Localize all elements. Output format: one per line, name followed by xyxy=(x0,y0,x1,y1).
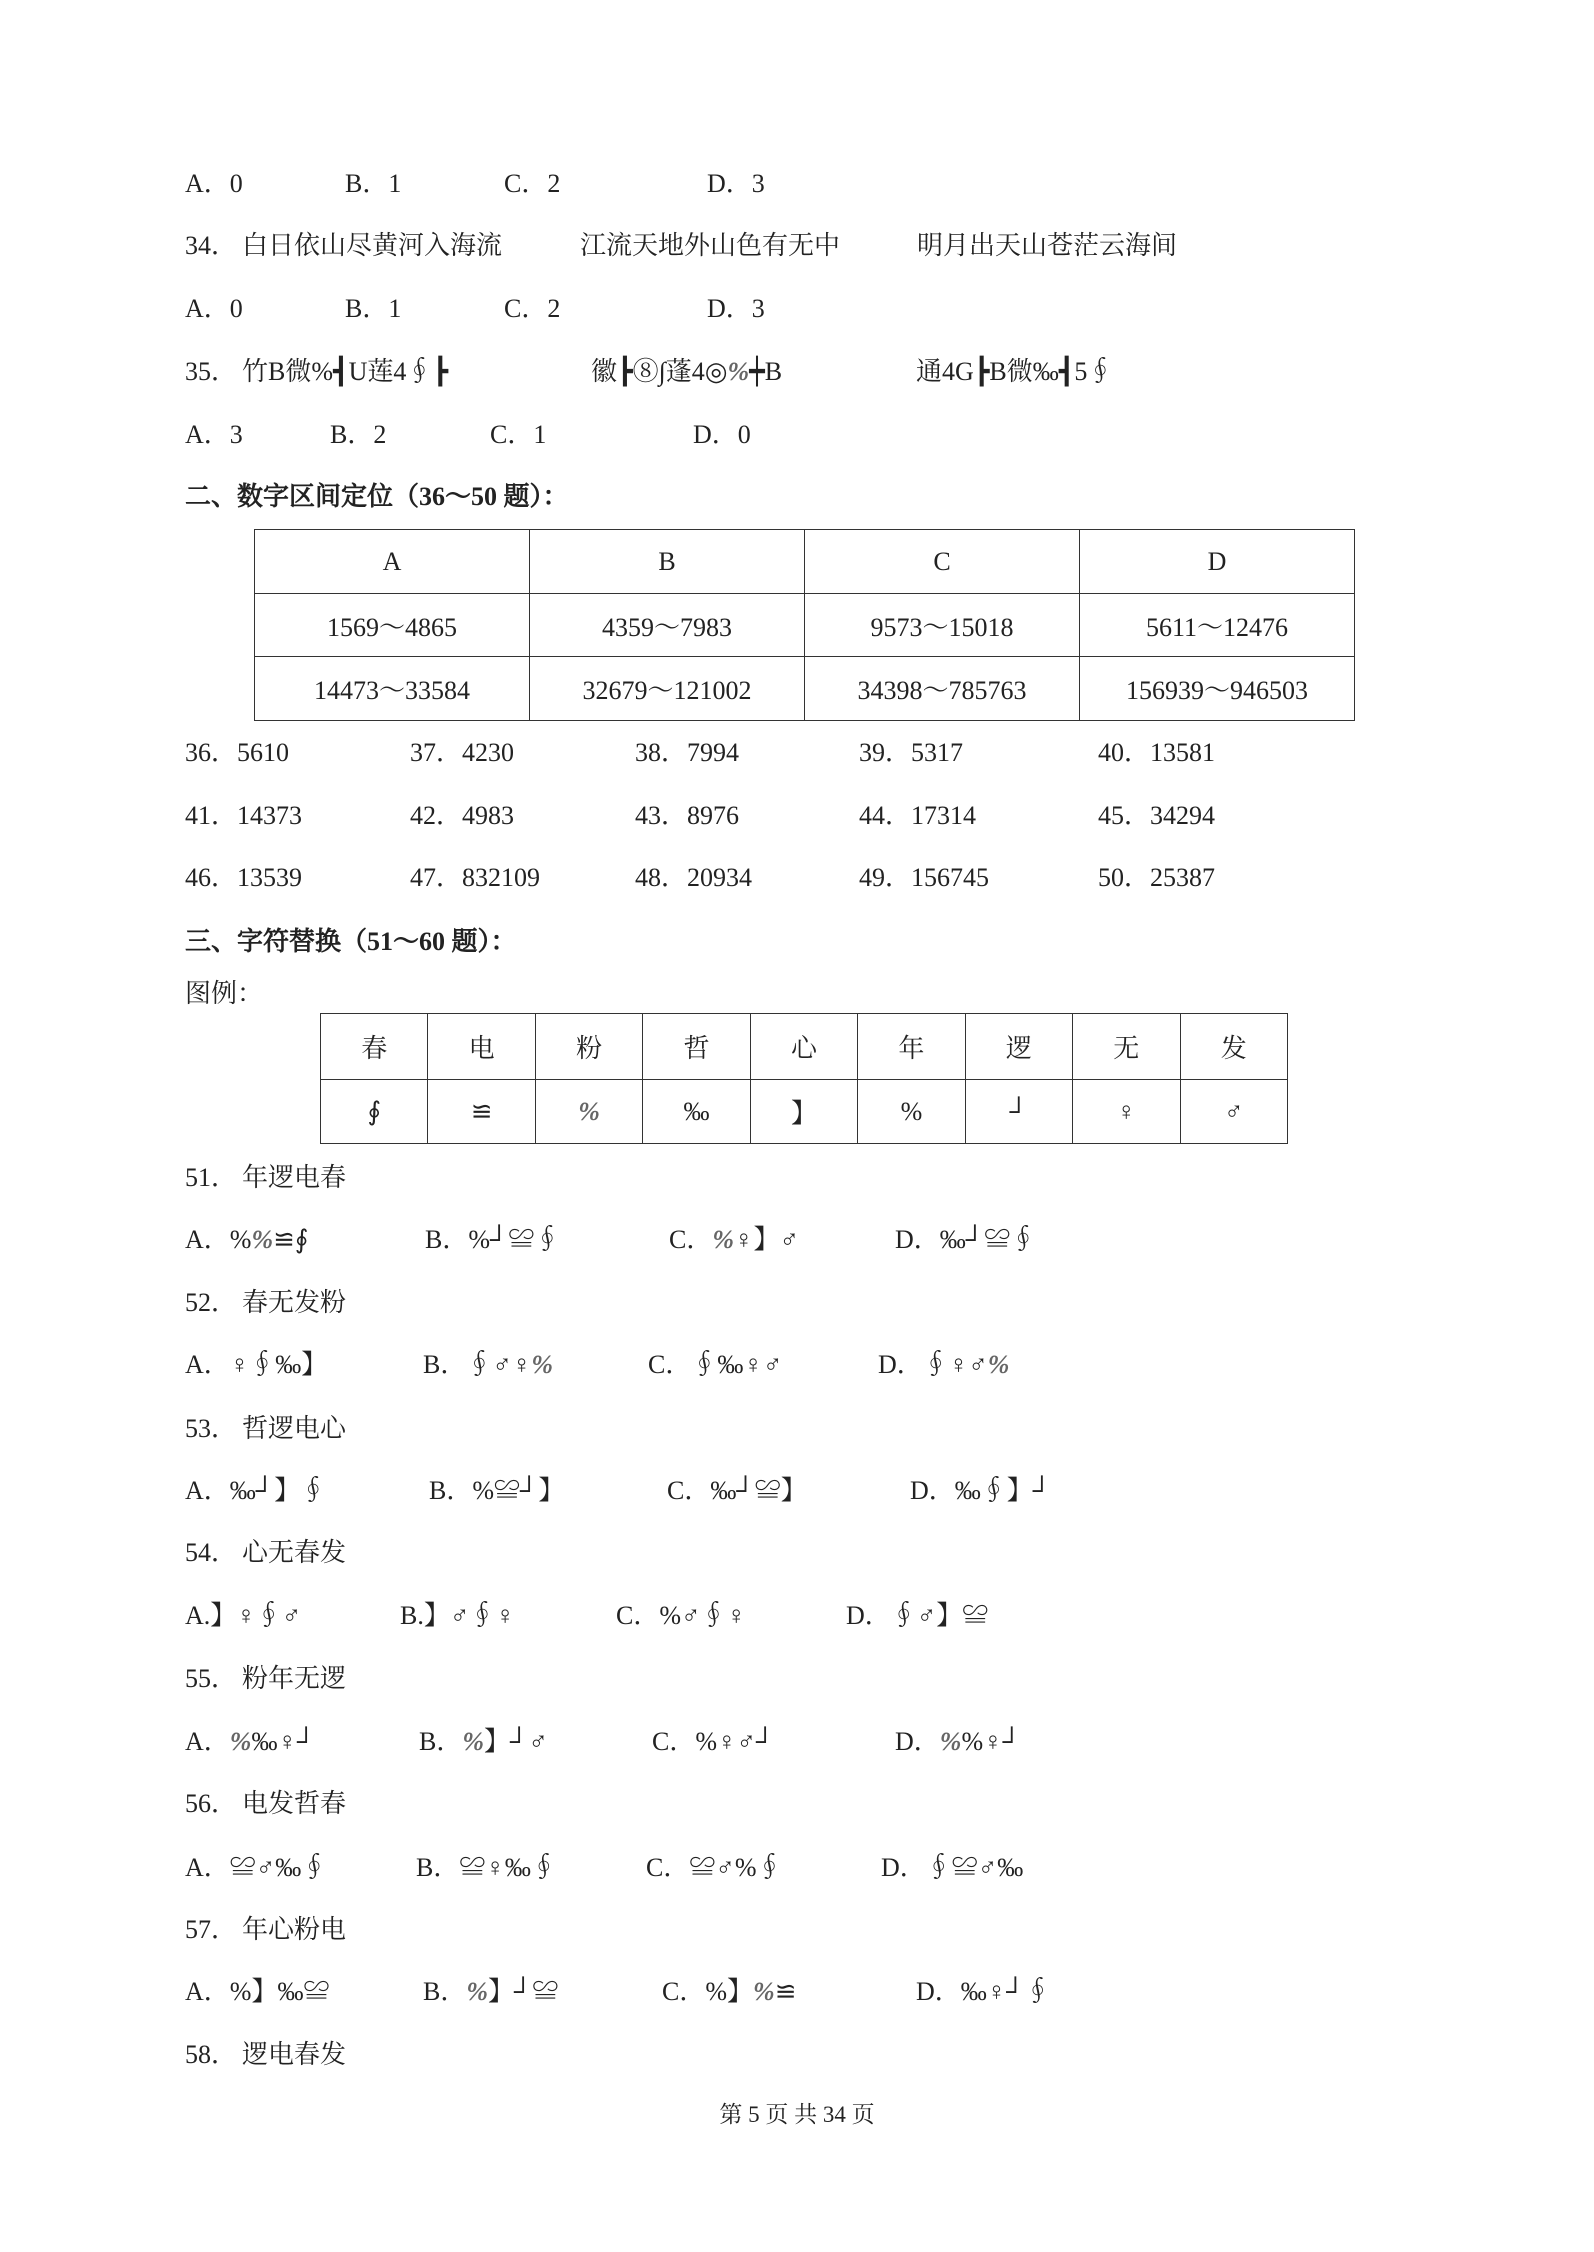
item-value: 13581 xyxy=(1150,738,1216,767)
symbol-run: ∮♀♂ xyxy=(922,1350,988,1379)
option-symbols xyxy=(466,1350,553,1379)
symbol-run: 】♀∮♂ xyxy=(210,1601,302,1630)
option-symbols xyxy=(923,1350,1010,1379)
option-symbols xyxy=(230,1853,328,1882)
option-symbols xyxy=(210,1601,301,1630)
symbol-run: ≌∮ xyxy=(273,1225,309,1254)
question-item xyxy=(916,356,1113,388)
option-b xyxy=(416,1852,557,1884)
table-row xyxy=(255,594,1355,657)
option-symbols xyxy=(230,1476,326,1505)
question-number: 35． xyxy=(185,357,238,386)
alt-symbol: % xyxy=(727,357,750,386)
number-item xyxy=(635,862,752,894)
legend-char-row xyxy=(321,1014,1288,1080)
option-label: C． xyxy=(662,1977,706,2006)
number-item xyxy=(859,737,963,769)
option-b xyxy=(429,1475,564,1507)
item-number: 43． xyxy=(635,801,688,830)
symbol-run: %♂∮♀ xyxy=(659,1601,747,1630)
legend-symbol: ‰ xyxy=(643,1080,750,1144)
option-symbols xyxy=(230,1727,316,1756)
option-symbols xyxy=(691,1350,782,1379)
option-label: A． xyxy=(185,1476,230,1505)
question-number: 52． xyxy=(185,1288,238,1317)
item-value: 17314 xyxy=(911,801,977,830)
section-3-title: 三、字符替换（51～60 题）： xyxy=(185,927,517,956)
number-item xyxy=(1098,862,1215,894)
question-stem: 年心粉电 xyxy=(242,1915,347,1944)
item-value: 20934 xyxy=(687,863,753,892)
option-c xyxy=(646,1852,783,1884)
item-value: 5610 xyxy=(237,738,290,767)
option-label: D． xyxy=(846,1601,891,1630)
item-value: 4230 xyxy=(462,738,515,767)
option-d: D．3 xyxy=(707,294,765,323)
item-number: 39． xyxy=(859,738,912,767)
symbol-run: ┿B xyxy=(749,357,783,386)
question-number: 57． xyxy=(185,1915,238,1944)
number-item xyxy=(1098,737,1215,769)
option-label: C． xyxy=(646,1853,690,1882)
option-b xyxy=(400,1600,515,1632)
alt-symbol: % xyxy=(462,1727,485,1756)
item-value: 14373 xyxy=(237,801,303,830)
question-item xyxy=(242,356,448,388)
item-number: 42． xyxy=(410,801,463,830)
legend-char: 年 xyxy=(858,1014,965,1080)
item-value: 4983 xyxy=(462,801,515,830)
number-item xyxy=(859,862,989,894)
option-b xyxy=(423,1976,558,2008)
question-item: 江流天地外山色有无中 xyxy=(580,231,841,260)
option-a xyxy=(185,1852,327,1884)
question-number: 51． xyxy=(185,1163,238,1192)
legend-char: 无 xyxy=(1073,1014,1180,1080)
table-cell: 4359～7983 xyxy=(530,594,805,657)
option-symbols xyxy=(705,1977,796,2006)
item-value: 156745 xyxy=(911,863,990,892)
number-item xyxy=(410,862,540,894)
option-label: C． xyxy=(669,1225,713,1254)
option-label: B. xyxy=(400,1601,424,1630)
number-item xyxy=(185,800,302,832)
option-c xyxy=(662,1976,796,2008)
item-number: 44． xyxy=(859,801,912,830)
symbol-run: ≌♀‰∮ xyxy=(459,1853,557,1882)
option-a xyxy=(185,1600,301,1632)
legend-char: 春 xyxy=(321,1014,428,1080)
option-symbols xyxy=(955,1476,1051,1505)
item-value: 8976 xyxy=(687,801,740,830)
option-symbols xyxy=(459,1853,557,1882)
legend-symbol: ┘ xyxy=(965,1080,1072,1144)
option-label: A. xyxy=(185,1601,211,1630)
table-header-row xyxy=(255,530,1355,594)
question-stem: 电发哲春 xyxy=(242,1789,347,1818)
option-label: B． xyxy=(429,1476,473,1505)
legend-char: 电 xyxy=(428,1014,535,1080)
option-symbols xyxy=(466,1977,558,2006)
option-a: A．3 xyxy=(185,420,243,449)
item-value: 34294 xyxy=(1150,801,1216,830)
legend-symbol-row xyxy=(321,1080,1288,1144)
option-c xyxy=(669,1224,799,1256)
option-c xyxy=(667,1475,807,1507)
option-symbols xyxy=(710,1476,806,1505)
table-cell: 32679～121002 xyxy=(530,657,805,721)
column-header-a: A xyxy=(255,530,530,594)
option-label: B． xyxy=(423,1977,467,2006)
item-number: 37． xyxy=(410,738,463,767)
symbol-run: 竹B微%┫U莲4∮┣ xyxy=(242,357,449,386)
legend-char: 粉 xyxy=(535,1014,642,1080)
number-item xyxy=(635,737,739,769)
question-item: 明月出天山苍茫云海间 xyxy=(917,231,1178,260)
item-number: 40． xyxy=(1098,738,1151,767)
symbol-run: 】┘♂ xyxy=(484,1727,548,1756)
legend-table xyxy=(320,1013,1288,1144)
legend-symbol: 】 xyxy=(750,1080,857,1144)
symbol-run: ‰┘≌∮ xyxy=(939,1225,1037,1254)
option-d xyxy=(916,1976,1051,2008)
legend-label: 图例： xyxy=(185,979,264,1008)
option-symbols xyxy=(940,1225,1036,1254)
symbol-run: %♀♂┘ xyxy=(695,1727,775,1756)
question-stem: 逻电春发 xyxy=(242,2040,347,2069)
option-c: C．1 xyxy=(490,420,547,449)
legend-symbol: ♂ xyxy=(1180,1080,1288,1144)
symbol-run: ‰♀┘∮ xyxy=(960,1977,1051,2006)
number-item xyxy=(185,862,302,894)
option-b xyxy=(419,1726,548,1758)
question-item: 白日依山尽黄河入海流 xyxy=(242,231,503,260)
option-d xyxy=(895,1726,1021,1758)
symbol-run: ∮≌♂‰ xyxy=(925,1853,1024,1882)
option-b: B．1 xyxy=(345,294,402,323)
option-symbols xyxy=(230,1977,330,2006)
option-label: B． xyxy=(419,1727,463,1756)
legend-char: 哲 xyxy=(643,1014,750,1080)
option-symbols xyxy=(891,1601,989,1630)
table-cell: 9573～15018 xyxy=(805,594,1080,657)
legend-char: 逻 xyxy=(965,1014,1072,1080)
symbol-run: %】 xyxy=(705,1977,754,2006)
question-stem: 粉年无逻 xyxy=(242,1664,347,1693)
option-b: B．2 xyxy=(330,420,387,449)
symbol-run: ∮♂】≌ xyxy=(890,1601,989,1630)
option-symbols xyxy=(695,1727,774,1756)
alt-symbol: % xyxy=(753,1977,775,2006)
symbol-run: %】‰≌ xyxy=(229,1977,330,2006)
number-item xyxy=(185,737,289,769)
option-symbols xyxy=(230,1225,309,1254)
alt-symbol: % xyxy=(466,1977,489,2006)
option-symbols xyxy=(689,1853,782,1882)
option-label: C． xyxy=(648,1350,692,1379)
option-label: D． xyxy=(895,1727,940,1756)
symbol-run: ‰♀┘ xyxy=(251,1727,316,1756)
table-row xyxy=(255,657,1355,721)
option-a xyxy=(185,1726,315,1758)
column-header-c: C xyxy=(805,530,1080,594)
option-label: A． xyxy=(185,1727,230,1756)
item-value: 13539 xyxy=(237,863,303,892)
option-d xyxy=(881,1852,1023,1884)
option-d xyxy=(895,1224,1036,1256)
symbol-run: %≌┘】 xyxy=(472,1476,565,1505)
option-label: B． xyxy=(425,1225,469,1254)
option-label: D． xyxy=(895,1225,940,1254)
alt-symbol: % xyxy=(229,1727,252,1756)
symbol-run: ♀∮‰】 xyxy=(229,1350,328,1379)
option-symbols xyxy=(468,1225,560,1254)
item-number: 50． xyxy=(1098,863,1151,892)
alt-symbol: % xyxy=(987,1350,1010,1379)
table-cell: 5611～12476 xyxy=(1080,594,1355,657)
question-stem: 心无春发 xyxy=(242,1538,347,1567)
alt-symbol: % xyxy=(251,1225,274,1254)
symbol-run: 徽┣⑧∫蓬4◎ xyxy=(591,357,728,386)
option-label: D． xyxy=(916,1977,961,2006)
item-number: 45． xyxy=(1098,801,1151,830)
option-label: A． xyxy=(185,1977,230,2006)
option-d xyxy=(878,1349,1009,1381)
option-d xyxy=(910,1475,1051,1507)
item-number: 47． xyxy=(410,863,463,892)
legend-symbol: % xyxy=(858,1080,965,1144)
page-footer: 第 5 页 共 34 页 xyxy=(719,2102,875,2127)
symbol-run: %♀┘ xyxy=(961,1727,1022,1756)
table-cell: 34398～785763 xyxy=(805,657,1080,721)
option-symbols xyxy=(926,1853,1024,1882)
option-symbols xyxy=(230,1350,328,1379)
question-number: 53． xyxy=(185,1414,238,1443)
option-a: A．0 xyxy=(185,169,243,198)
option-label: A． xyxy=(185,1350,230,1379)
item-number: 49． xyxy=(859,863,912,892)
column-header-b: B xyxy=(530,530,805,594)
symbol-run: 】┘≌ xyxy=(488,1977,559,2006)
option-d: D．0 xyxy=(693,420,751,449)
option-b xyxy=(423,1349,553,1381)
symbol-run: ∮‰♀♂ xyxy=(691,1350,783,1379)
option-b: B．1 xyxy=(345,169,402,198)
item-value: 7994 xyxy=(687,738,740,767)
legend-symbol: ∮ xyxy=(321,1080,428,1144)
symbol-run: ‰∮】┘ xyxy=(954,1476,1052,1505)
option-label: C． xyxy=(652,1727,696,1756)
item-number: 41． xyxy=(185,801,238,830)
option-label: A． xyxy=(185,1853,230,1882)
question-number: 55． xyxy=(185,1664,238,1693)
symbol-run: ‰┘】∮ xyxy=(229,1476,327,1505)
option-c xyxy=(616,1600,746,1632)
item-value: 5317 xyxy=(911,738,964,767)
table-cell: 14473～33584 xyxy=(255,657,530,721)
option-symbols xyxy=(462,1727,548,1756)
question-number: 56． xyxy=(185,1789,238,1818)
option-symbols xyxy=(940,1727,1021,1756)
option-label: B． xyxy=(423,1350,467,1379)
section-2-title: 二、数字区间定位（36～50 题）： xyxy=(185,482,569,511)
option-symbols xyxy=(961,1977,1051,2006)
option-a xyxy=(185,1349,327,1381)
number-item xyxy=(1098,800,1215,832)
symbol-run: ∮♂♀ xyxy=(466,1350,532,1379)
symbol-run: 通4G┣B微‰┫5∮ xyxy=(916,357,1114,386)
number-item xyxy=(410,737,514,769)
option-label: C． xyxy=(616,1601,660,1630)
legend-char: 心 xyxy=(750,1014,857,1080)
option-label: D． xyxy=(881,1853,926,1882)
alt-symbol: % xyxy=(712,1225,735,1254)
option-c xyxy=(652,1726,774,1758)
option-a: A．0 xyxy=(185,294,243,323)
legend-symbol: ♀ xyxy=(1073,1080,1180,1144)
alt-symbol: % xyxy=(531,1350,554,1379)
interval-table xyxy=(254,529,1355,721)
option-d: D．3 xyxy=(707,169,765,198)
question-stem: 春无发粉 xyxy=(242,1288,347,1317)
option-c: C．2 xyxy=(504,169,561,198)
question-stem: 哲逻电心 xyxy=(242,1414,347,1443)
alt-symbol: % xyxy=(939,1727,962,1756)
option-b xyxy=(425,1224,560,1256)
item-value: 25387 xyxy=(1150,863,1216,892)
number-item xyxy=(859,800,976,832)
option-label: D． xyxy=(878,1350,923,1379)
question-number: 54． xyxy=(185,1538,238,1567)
table-cell: 1569～4865 xyxy=(255,594,530,657)
item-number: 46． xyxy=(185,863,238,892)
symbol-run: 】♂∮♀ xyxy=(423,1601,515,1630)
table-cell: 156939～946503 xyxy=(1080,657,1355,721)
symbol-run: ≌ xyxy=(774,1977,797,2006)
option-c xyxy=(648,1349,782,1381)
option-symbols xyxy=(659,1601,746,1630)
option-a xyxy=(185,1224,308,1256)
number-item xyxy=(410,800,514,832)
option-c: C．2 xyxy=(504,294,561,323)
symbol-run: % xyxy=(229,1225,252,1254)
legend-char: 发 xyxy=(1180,1014,1288,1080)
option-label: D． xyxy=(910,1476,955,1505)
option-symbols xyxy=(472,1476,564,1505)
option-symbols xyxy=(424,1601,515,1630)
legend-symbol: ≌ xyxy=(428,1080,535,1144)
symbol-run: %┘≌∮ xyxy=(468,1225,561,1254)
option-label: A． xyxy=(185,1225,230,1254)
symbol-run: ♀】♂ xyxy=(734,1225,800,1254)
legend-symbol: % xyxy=(535,1080,642,1144)
item-number: 38． xyxy=(635,738,688,767)
option-a xyxy=(185,1976,329,2008)
option-d xyxy=(846,1600,988,1632)
symbol-run: ‰┘≌】 xyxy=(710,1476,807,1505)
option-symbols xyxy=(712,1225,799,1254)
column-header-d: D xyxy=(1080,530,1355,594)
symbol-run: ≌♂‰∮ xyxy=(229,1853,328,1882)
option-a xyxy=(185,1475,326,1507)
option-label: C． xyxy=(667,1476,711,1505)
option-label: B． xyxy=(416,1853,460,1882)
symbol-run: ≌♂%∮ xyxy=(689,1853,783,1882)
number-item xyxy=(635,800,739,832)
question-item xyxy=(591,356,782,388)
question-number: 58． xyxy=(185,2040,238,2069)
item-number: 36． xyxy=(185,738,238,767)
question-number: 34． xyxy=(185,231,238,260)
item-value: 832109 xyxy=(462,863,541,892)
question-stem: 年逻电春 xyxy=(242,1163,347,1192)
item-number: 48． xyxy=(635,863,688,892)
